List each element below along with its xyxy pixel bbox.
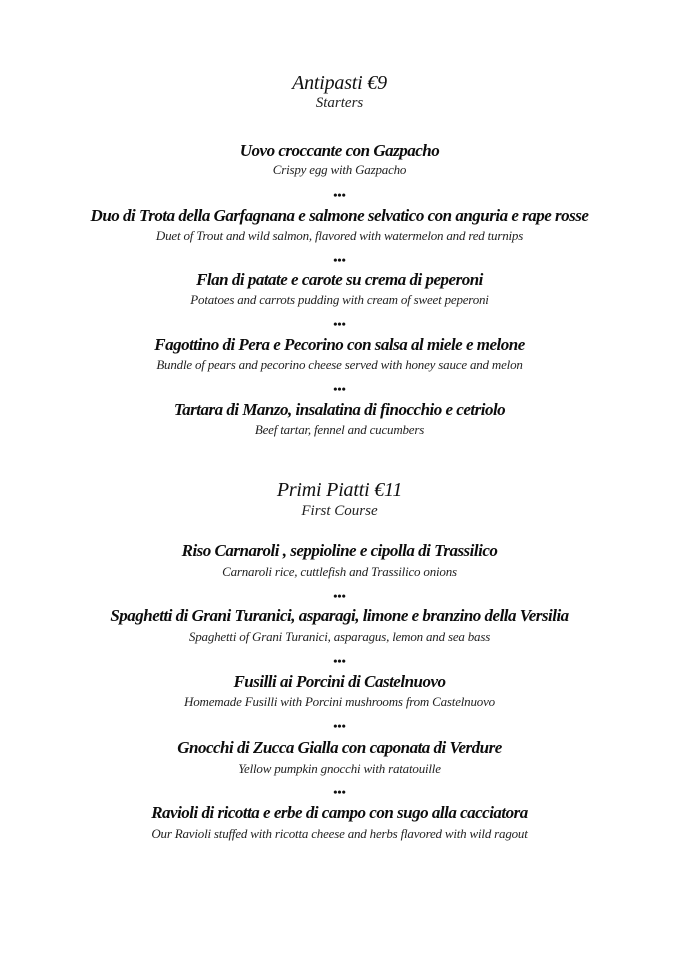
dish-description: Homemade Fusilli with Porcini mushrooms from Castelnuovo	[184, 694, 495, 709]
dish-description: Our Ravioli stuffed with ricotta cheese and herbs flavored with wild ragout	[151, 826, 528, 841]
dish-description: Spaghetti of Grani Turanici, asparagus, lemon and sea bass	[188, 629, 491, 644]
dish-title: Gnocchi di Zucca Gialla con caponata di Verdure	[177, 738, 502, 757]
dish-title: Uovo croccante con Gazpacho	[239, 141, 440, 160]
section-subtitle-starters: Starters	[315, 95, 364, 111]
separator-dots: •••	[333, 317, 346, 331]
separator-dots: •••	[333, 382, 346, 396]
dish-description: Yellow pumpkin gnocchi with ratatouille	[238, 761, 441, 776]
section-title-antipasti: Antipasti €9	[292, 72, 387, 94]
dish-description: Carnaroli rice, cuttlefish and Trassilico onions	[222, 564, 457, 579]
dish-description: Bundle of pears and pecorino cheese served with honey sauce and melon	[156, 357, 523, 372]
dish-title: Fagottino di Pera e Pecorino con salsa al miele e melone	[154, 335, 525, 354]
dish-title: Riso Carnaroli , seppioline e cipolla di Trassilico	[181, 541, 498, 560]
separator-dots: •••	[333, 589, 346, 603]
dish-description: Potatoes and carrots pudding with cream of sweet peperoni	[190, 292, 489, 307]
dish-title: Fusilli ai Porcini di Castelnuovo	[233, 672, 446, 691]
dish-title: Flan di patate e carote su crema di peperoni	[196, 270, 483, 289]
separator-dots: •••	[333, 654, 346, 668]
section-title-primi-piatti: Primi Piatti €11	[276, 479, 403, 501]
dish-title: Ravioli di ricotta e erbe di campo con sugo alla cacciatora	[151, 803, 528, 822]
dish-description: Duet of Trout and wild salmon, flavored with watermelon and red turnips	[155, 228, 524, 243]
dish-description: Crispy egg with Gazpacho	[272, 162, 407, 177]
separator-dots: •••	[333, 719, 346, 733]
separator-dots: •••	[333, 785, 346, 799]
separator-dots: •••	[333, 253, 346, 267]
dish-title: Duo di Trota della Garfagnana e salmone selvatico con anguria e rape rosse	[90, 206, 589, 225]
section-subtitle-first-course: First Course	[301, 503, 378, 519]
dish-title: Spaghetti di Grani Turanici, asparagi, limone e branzino della Versilia	[110, 606, 569, 625]
dish-description: Beef tartar, fennel and cucumbers	[254, 422, 425, 437]
separator-dots: •••	[333, 188, 346, 202]
dish-title: Tartara di Manzo, insalatina di finocchio e cetriolo	[173, 400, 506, 419]
